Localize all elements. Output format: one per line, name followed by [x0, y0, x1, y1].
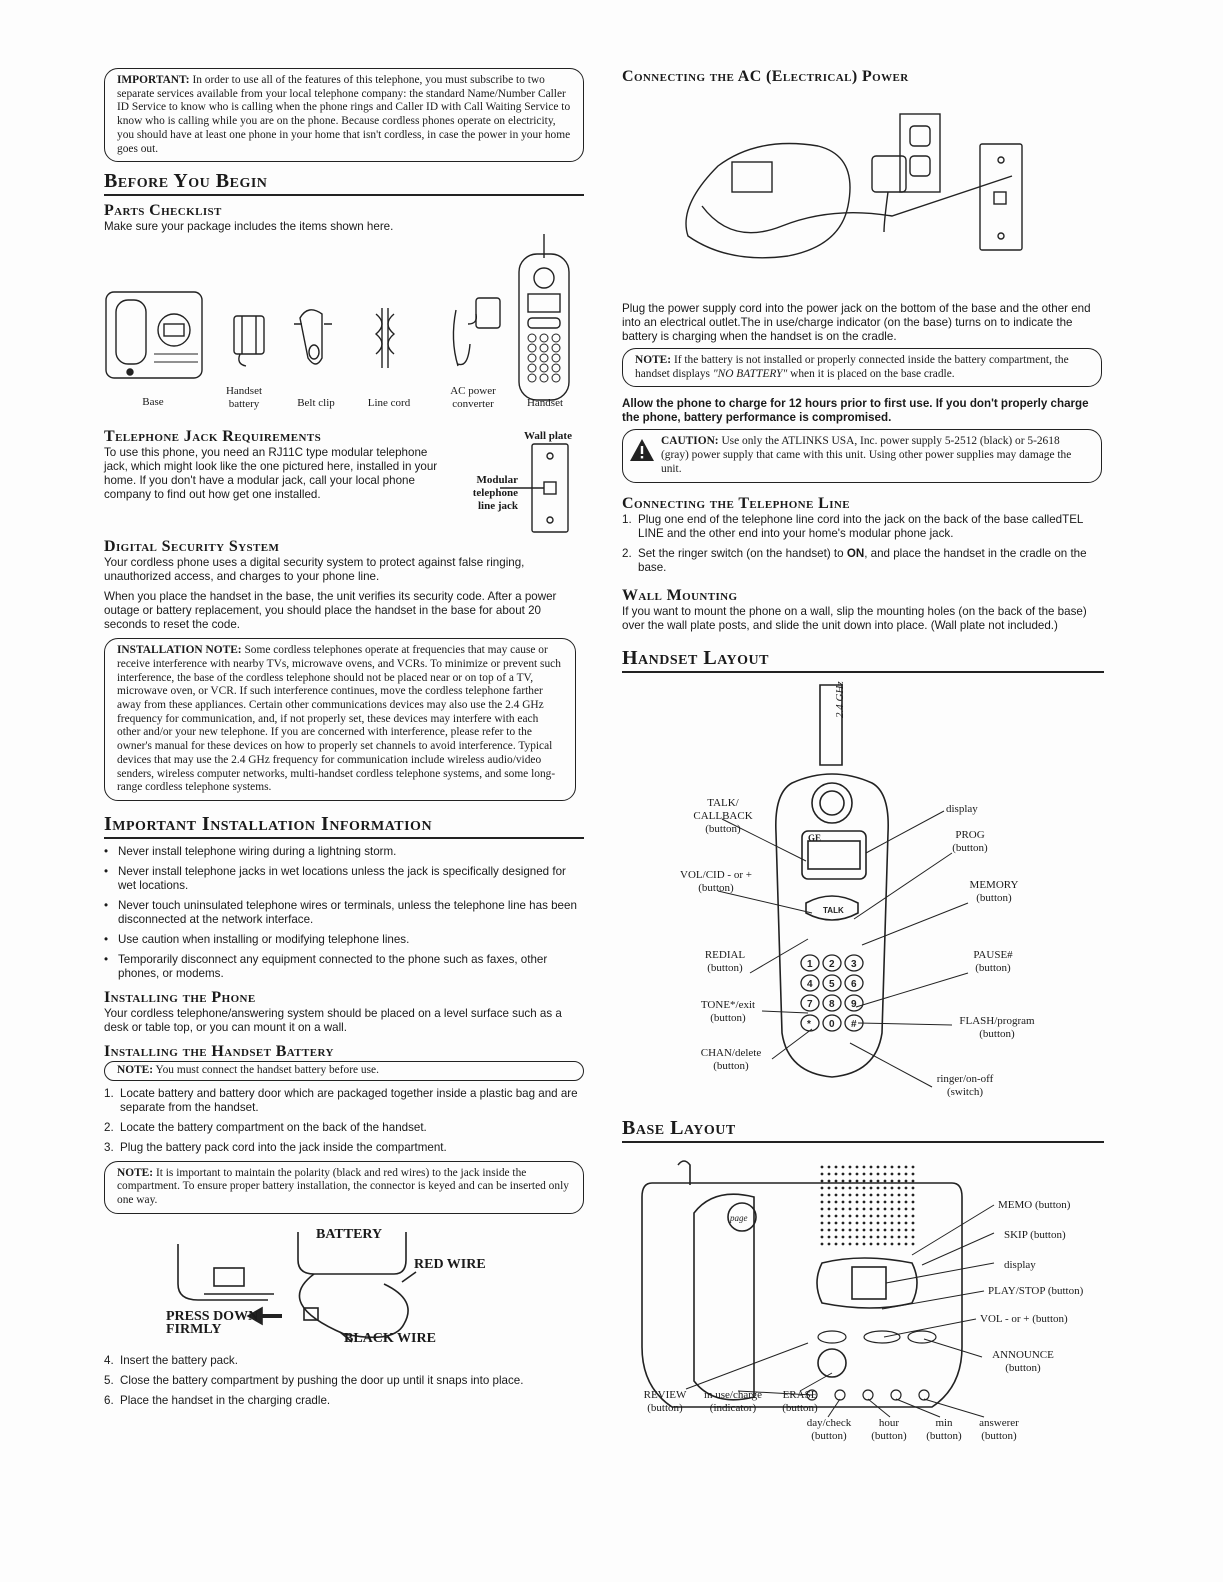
battery-steps-b — [104, 1354, 584, 1408]
label-hour: hour (button) — [871, 1416, 907, 1442]
label-flash: FLASH/program (button) — [959, 1014, 1035, 1040]
speaker-dot — [863, 1207, 866, 1210]
speaker-dot — [912, 1242, 915, 1245]
speaker-dot — [870, 1165, 873, 1168]
polarity-note-text: It is important to maintain the polarity (black and red wires) to the jack inside the compartment. To ensure proper battery installation, the connector is keyed and can be inserted only one way. — [117, 1166, 569, 1207]
belt-clip-drawing — [294, 310, 332, 364]
security-heading: Digital Security System — [104, 538, 280, 556]
speaker-dot — [821, 1179, 824, 1182]
list-item: • Never install telephone jacks in wet locations unless the jack is specifically designed for wet locations. — [104, 865, 584, 893]
speaker-dot — [877, 1214, 880, 1217]
ac-note-italic: "NO BATTERY" — [712, 367, 788, 380]
label-answerer: answerer (button) — [979, 1416, 1019, 1442]
speaker-dot — [835, 1200, 838, 1203]
speaker-dot — [863, 1172, 866, 1175]
speaker-dot — [891, 1172, 894, 1175]
label-talk: TALK/ CALLBACK (button) — [693, 796, 753, 835]
talk-key-label: TALK — [823, 905, 844, 915]
label-erase: ERASE (button) — [782, 1388, 818, 1414]
ac-illustration — [672, 86, 1092, 286]
speaker-dot — [870, 1242, 873, 1245]
speaker-dot — [912, 1214, 915, 1217]
speaker-dot — [891, 1165, 894, 1168]
speaker-dot — [863, 1228, 866, 1231]
speaker-dot — [842, 1242, 845, 1245]
speaker-dot — [891, 1200, 894, 1203]
speaker-dot — [877, 1221, 880, 1224]
telephone-line-steps — [622, 513, 1104, 575]
speaker-dot — [877, 1228, 880, 1231]
speaker-dot — [877, 1207, 880, 1210]
right-column — [622, 68, 1104, 1473]
speaker-dot — [884, 1193, 887, 1196]
battery-heading: Installing the Handset Battery — [104, 1042, 334, 1060]
speaker-dot — [842, 1193, 845, 1196]
speaker-dot — [877, 1242, 880, 1245]
keypad-key-label: * — [807, 1018, 811, 1030]
security-p1: Your cordless phone uses a digital security system to protect against false ringing, unauthorized access, and charges to your phone line. — [104, 556, 525, 584]
handset-drawing — [519, 234, 569, 400]
label-review: REVIEW (button) — [643, 1388, 687, 1414]
ac-power-heading: Connecting the AC (Electrical) Power — [622, 68, 909, 85]
speaker-dot — [891, 1221, 894, 1224]
speaker-dot — [891, 1193, 894, 1196]
speaker-dot — [856, 1193, 859, 1196]
jack-section — [104, 428, 584, 532]
battery-note-text: You must connect the handset battery before use. — [155, 1063, 379, 1076]
speaker-dot — [905, 1186, 908, 1189]
important-box — [104, 68, 584, 162]
speaker-dot — [877, 1235, 880, 1238]
speaker-dot — [884, 1214, 887, 1217]
base-layout-figure — [622, 1143, 1104, 1473]
speaker-dot — [870, 1207, 873, 1210]
speaker-dot — [905, 1200, 908, 1203]
part-label-base: Base — [142, 396, 164, 409]
speaker-dot — [905, 1235, 908, 1238]
speaker-dot — [828, 1200, 831, 1203]
list-item: 4. Insert the battery pack. — [104, 1353, 238, 1367]
speaker-dot — [821, 1172, 824, 1175]
speaker-dot — [835, 1214, 838, 1217]
list-item: 5. Close the battery compartment by pushing the door up until it snaps into place. — [104, 1373, 524, 1387]
installing-phone-heading: Installing the Phone — [104, 988, 256, 1006]
speaker-dot — [891, 1186, 894, 1189]
list-item: • Use caution when installing or modifying telephone lines. — [104, 933, 584, 947]
speaker-dot — [835, 1235, 838, 1238]
ac-converter-drawing — [453, 298, 500, 366]
speaker-dot — [898, 1207, 901, 1210]
speaker-dot — [877, 1193, 880, 1196]
speaker-dot — [870, 1200, 873, 1203]
list-item: • Never touch uninsulated telephone wires or terminals, unless the telephone line has been disconnected at the network interface. — [104, 899, 584, 927]
battery-steps-a — [104, 1087, 584, 1155]
speaker-dot — [898, 1179, 901, 1182]
battery-fig-label: BATTERY — [316, 1226, 383, 1242]
speaker-dot — [870, 1235, 873, 1238]
label-ringer: ringer/on-off (switch) — [936, 1072, 994, 1098]
keypad-key-label: 5 — [829, 978, 835, 990]
security-p2: When you place the handset in the base, the unit verifies its security code. After a power outage or battery replacement, you should place the handset in the base for about 20 seconds to reset the code. — [104, 590, 557, 632]
speaker-dot — [877, 1200, 880, 1203]
battery-note-label: NOTE: — [117, 1063, 154, 1076]
speaker-dot — [856, 1221, 859, 1224]
speaker-dot — [912, 1165, 915, 1168]
list-item: 6. Place the handset in the charging cradle. — [104, 1393, 331, 1407]
important-text: In order to use all of the features of this telephone, you must subscribe to two separate services available from your local telephone company: the standard Name/Number Caller ID Service to know who is calling when the phone rings and Caller ID with Call Waiting Service to know who is calling while you are on the phone. Because cordless phones operate on electricity, you should have at least one phone in your home that isn't cordless, in case the power in your home goes out. — [117, 74, 571, 155]
speaker-dot — [884, 1172, 887, 1175]
base-layout-illustration — [622, 1143, 1104, 1473]
speaker-dot — [828, 1214, 831, 1217]
base-layout-heading: Base Layout — [622, 1117, 1104, 1143]
speaker-dot — [905, 1193, 908, 1196]
list-item: 3. Plug the battery pack cord into the jack inside the compartment. — [104, 1140, 447, 1154]
parts-illustration — [104, 234, 584, 420]
speaker-dot — [828, 1221, 831, 1224]
label-in-use: in use/charge (indicator) — [703, 1388, 763, 1414]
speaker-dot — [898, 1235, 901, 1238]
list-item: 2. Locate the battery compartment on the back of the handset. — [104, 1120, 427, 1134]
speaker-dot — [898, 1165, 901, 1168]
label-chan: CHAN/delete (button) — [700, 1046, 762, 1072]
speaker-dot — [828, 1207, 831, 1210]
speaker-dot — [849, 1221, 852, 1224]
ac-figure — [622, 86, 1104, 286]
speaker-dot — [835, 1179, 838, 1182]
ac-text: Plug the power supply cord into the power jack on the bottom of the base and the other end into an electrical outlet.The in use/charge indicator (on the base) turns on to indicate the battery is charging when the handset is on the cradle. — [622, 302, 1091, 343]
list-item: • Temporarily disconnect any equipment connected to the phone such as faxes, other phones, or modems. — [104, 953, 584, 981]
speaker-dot — [828, 1235, 831, 1238]
speaker-dot — [842, 1179, 845, 1182]
speaker-dot — [849, 1235, 852, 1238]
ac-bold-text: Allow the phone to charge for 12 hours prior to first use. If you don't properly charge the phone, battery performance is compromised. — [622, 397, 1089, 425]
speaker-dot — [863, 1200, 866, 1203]
speaker-dot — [849, 1214, 852, 1217]
label-vol-cid: VOL/CID - or + (button) — [680, 868, 752, 894]
speaker-dot — [898, 1214, 901, 1217]
speaker-dot — [891, 1228, 894, 1231]
speaker-dot — [891, 1207, 894, 1210]
installation-note-label: INSTALLATION NOTE: — [117, 644, 242, 657]
battery-figure — [104, 1214, 584, 1354]
band-label: 2.4 GHz — [834, 680, 846, 718]
speaker-dot — [849, 1228, 852, 1231]
speaker-dot — [849, 1200, 852, 1203]
speaker-dot — [821, 1221, 824, 1224]
speaker-dot — [863, 1235, 866, 1238]
keypad-key-label: 0 — [829, 1018, 835, 1030]
speaker-dot — [912, 1207, 915, 1210]
speaker-dot — [891, 1235, 894, 1238]
list-item: 2. Set the ringer switch (on the handset) to ON, and place the handset in the cradle on the base. — [622, 546, 1087, 574]
speaker-dot — [828, 1242, 831, 1245]
speaker-dot — [821, 1214, 824, 1217]
speaker-dot — [849, 1207, 852, 1210]
keypad-key-label: 8 — [829, 998, 835, 1010]
part-label-line-cord: Line cord — [367, 397, 411, 410]
caution-box — [622, 429, 1102, 482]
speaker-dot — [898, 1193, 901, 1196]
speaker-dot — [849, 1193, 852, 1196]
handset-layout-figure — [622, 673, 1104, 1113]
speaker-dot — [856, 1186, 859, 1189]
speaker-dot — [856, 1228, 859, 1231]
label-tone: TONE*/exit (button) — [700, 998, 756, 1024]
speaker-dot — [863, 1186, 866, 1189]
speaker-dot — [835, 1221, 838, 1224]
label-display: display — [946, 802, 978, 815]
speaker-dot — [863, 1214, 866, 1217]
installation-note-text: Some cordless telephones operate at frequencies that may cause or receive interference with nearby TVs, microwave ovens, and VCRs. To minimize or prevent such interference, the base of the cordless telephone should not be placed near or on top of a TV, microwave oven, or VCR. If such interference continues, move the cordless telephone farther away from these appliances. Certain other communications devices may also use the 2.4 GHz frequency for communication, and, if not properly set, these devices may interfere with each other and/or your new telephone. If you are concerned with interference, please refer to the owner's manual for these devices on how to properly set channels to avoid interference. Typical devices that may use the 2.4 GHz frequency for communication include wireless audio/video senders, wireless computer networks, multi-handset cordless telephone systems, and some long-range cordless telephone systems. — [117, 644, 561, 794]
speaker-dot — [870, 1172, 873, 1175]
speaker-dot — [828, 1179, 831, 1182]
speaker-dot — [905, 1172, 908, 1175]
speaker-dot — [891, 1242, 894, 1245]
speaker-dot — [835, 1172, 838, 1175]
speaker-dot — [842, 1172, 845, 1175]
speaker-dot — [821, 1235, 824, 1238]
speaker-dot — [870, 1214, 873, 1217]
speaker-dot — [856, 1242, 859, 1245]
list-item: 1. Plug one end of the telephone line cord into the jack on the back of the base calledTEL LINE and the other end into your home's modular phone jack. — [622, 512, 1083, 540]
keypad-key-label: 1 — [807, 958, 813, 970]
keypad-key-label: 2 — [829, 958, 835, 970]
speaker-dot — [821, 1228, 824, 1231]
ac-note-text-a: If the battery is not installed or properly connected inside the battery compartment, the handset displays — [635, 354, 1069, 380]
label-base-display: display — [1004, 1258, 1036, 1271]
speaker-dot — [863, 1221, 866, 1224]
speaker-dot — [835, 1165, 838, 1168]
speaker-dot — [877, 1172, 880, 1175]
keypad-key-label: 9 — [851, 998, 857, 1010]
speaker-dot — [856, 1172, 859, 1175]
left-column — [104, 68, 584, 1414]
caution-label: CAUTION: — [661, 435, 719, 448]
speaker-dot — [884, 1165, 887, 1168]
press-down-label: PRESS DOWN FIRMLY — [166, 1308, 259, 1337]
speaker-dot — [905, 1228, 908, 1231]
important-installation-list — [104, 845, 584, 981]
label-pause: PAUSE# (button) — [973, 948, 1013, 974]
parts-figure — [104, 234, 584, 420]
speaker-dot — [870, 1179, 873, 1182]
wall-plate-drawing — [522, 444, 582, 534]
speaker-dot — [835, 1242, 838, 1245]
speaker-dot — [821, 1242, 824, 1245]
speaker-dot — [863, 1165, 866, 1168]
speaker-dot — [821, 1165, 824, 1168]
wall-plate-label: Wall plate — [524, 430, 572, 443]
important-installation-heading: Important Installation Information — [104, 813, 584, 839]
speaker-dot — [835, 1228, 838, 1231]
speaker-dot — [870, 1228, 873, 1231]
speaker-dot — [912, 1186, 915, 1189]
battery-drawing — [234, 316, 264, 366]
speaker-dot — [884, 1221, 887, 1224]
speaker-dot — [835, 1193, 838, 1196]
speaker-dot — [884, 1235, 887, 1238]
label-memory: MEMORY (button) — [969, 878, 1019, 904]
speaker-dot — [912, 1200, 915, 1203]
speaker-dot — [842, 1165, 845, 1168]
speaker-dot — [905, 1207, 908, 1210]
speaker-dot — [870, 1193, 873, 1196]
speaker-dot — [856, 1207, 859, 1210]
caution-text: Use only the ATLINKS USA, Inc. power supply 5-2512 (black) or 5-2618 (gray) power supply that came with this unit. Using other power supplies may damage the unit. — [661, 435, 1072, 475]
jack-heading: Telephone Jack Requirements — [104, 428, 322, 446]
handset-layout-heading: Handset Layout — [622, 647, 1104, 673]
part-label-handset: Handset — [526, 397, 564, 410]
label-prog: PROG (button) — [952, 828, 988, 854]
speaker-dot — [912, 1228, 915, 1231]
list-item: 1. Locate battery and battery door which are packaged together inside a plastic bag and are separate from the handset. — [104, 1086, 578, 1114]
battery-illustration — [164, 1224, 504, 1364]
label-memo: MEMO (button) — [998, 1198, 1071, 1211]
speaker-dot — [849, 1179, 852, 1182]
speaker-dot — [884, 1186, 887, 1189]
speaker-dot — [821, 1200, 824, 1203]
parts-checklist-heading: Parts Checklist — [104, 202, 222, 220]
speaker-dot — [912, 1172, 915, 1175]
speaker-dot — [891, 1179, 894, 1182]
black-wire-label: BLACK WIRE — [344, 1330, 436, 1346]
speaker-dot — [821, 1207, 824, 1210]
speaker-dot — [842, 1186, 845, 1189]
label-base-vol: VOL - or + (button) — [980, 1312, 1068, 1325]
speaker-dot — [905, 1221, 908, 1224]
speaker-dot — [912, 1235, 915, 1238]
important-label: IMPORTANT: — [117, 74, 190, 86]
speaker-dot — [877, 1186, 880, 1189]
label-redial: REDIAL (button) — [704, 948, 746, 974]
jack-text: To use this phone, you need an RJ11C type modular telephone jack, which might look like the one pictured here, installed in your home. If you don't have a modular jack, call your local phone company to find out how get one installed. — [104, 446, 438, 502]
speaker-dot — [884, 1200, 887, 1203]
speaker-dot — [877, 1165, 880, 1168]
speaker-dot — [898, 1228, 901, 1231]
modular-jack-label: Modular telephone line jack — [472, 474, 518, 513]
speaker-dot — [842, 1207, 845, 1210]
speaker-dot — [828, 1193, 831, 1196]
speaker-dot — [912, 1179, 915, 1182]
speaker-dot — [849, 1242, 852, 1245]
speaker-dot — [835, 1186, 838, 1189]
keypad-key-label: 7 — [807, 998, 813, 1010]
speaker-dot — [905, 1242, 908, 1245]
speaker-dot — [905, 1214, 908, 1217]
speaker-dot — [856, 1214, 859, 1217]
ac-note-text-b: when it is placed on the base cradle. — [787, 367, 955, 380]
label-play-stop: PLAY/STOP (button) — [988, 1284, 1084, 1297]
line-cord-drawing — [376, 308, 394, 368]
base-drawing — [106, 292, 202, 378]
speaker-dot — [842, 1221, 845, 1224]
speaker-dot — [870, 1221, 873, 1224]
label-day-check: day/check (button) — [806, 1416, 852, 1442]
polarity-note-box — [104, 1161, 584, 1214]
speaker-dot — [877, 1179, 880, 1182]
speaker-dot — [849, 1186, 852, 1189]
speaker-dot — [905, 1165, 908, 1168]
speaker-dot — [898, 1221, 901, 1224]
warning-icon — [629, 438, 655, 462]
speaker-dot — [891, 1214, 894, 1217]
speaker-dot — [884, 1228, 887, 1231]
speaker-dot — [849, 1172, 852, 1175]
keypad-key-label: 6 — [851, 978, 857, 990]
speaker-dot — [842, 1200, 845, 1203]
speaker-dot — [912, 1221, 915, 1224]
speaker-dot — [849, 1165, 852, 1168]
speaker-dot — [863, 1179, 866, 1182]
label-announce: ANNOUNCE (button) — [992, 1348, 1054, 1374]
speaker-dot — [828, 1228, 831, 1231]
speaker-dot — [898, 1172, 901, 1175]
speaker-dot — [884, 1207, 887, 1210]
speaker-dot — [828, 1186, 831, 1189]
polarity-note-label: NOTE: — [117, 1166, 154, 1179]
ge-logo: GE — [808, 832, 822, 843]
speaker-dot — [842, 1235, 845, 1238]
speaker-dot — [870, 1186, 873, 1189]
ac-note-box — [622, 348, 1102, 387]
keypad-key-label: 4 — [807, 978, 813, 990]
part-label-battery: Handset battery — [225, 385, 263, 411]
before-you-begin-heading: Before You Begin — [104, 170, 584, 196]
keypad-key-label: # — [851, 1018, 857, 1030]
speaker-dot — [821, 1193, 824, 1196]
speaker-dot — [884, 1242, 887, 1245]
speaker-dot — [912, 1193, 915, 1196]
speaker-dot — [828, 1165, 831, 1168]
speaker-dot — [898, 1186, 901, 1189]
speaker-dot — [898, 1242, 901, 1245]
speaker-dot — [884, 1179, 887, 1182]
keypad — [801, 955, 863, 1031]
speaker-dot — [842, 1214, 845, 1217]
ac-note-label: NOTE: — [635, 354, 672, 366]
speaker-dot — [856, 1179, 859, 1182]
wall-mounting-text: If you want to mount the phone on a wall, slip the mounting holes (on the back of the base) over the wall plate posts, and slide the unit down into place. (Wall plate not included.) — [622, 604, 1087, 632]
battery-note-box — [104, 1061, 584, 1081]
speaker-dot — [898, 1200, 901, 1203]
list-item: • Never install telephone wiring during a lightning storm. — [104, 845, 584, 859]
telephone-line-heading: Connecting the Telephone Line — [622, 494, 850, 512]
speaker-dot — [842, 1228, 845, 1231]
speaker-dot — [821, 1186, 824, 1189]
speaker-dot — [856, 1200, 859, 1203]
label-skip: SKIP (button) — [1004, 1228, 1066, 1241]
speaker-dot — [863, 1193, 866, 1196]
installation-note-box — [104, 638, 576, 801]
speaker-dot — [828, 1172, 831, 1175]
speaker-dot — [905, 1179, 908, 1182]
parts-checklist-text: Make sure your package includes the items shown here. — [104, 220, 394, 234]
speaker-dot — [856, 1235, 859, 1238]
speaker-dot — [835, 1207, 838, 1210]
speaker-dot — [856, 1165, 859, 1168]
part-label-belt-clip: Belt clip — [297, 397, 335, 410]
keypad-key-label: 3 — [851, 958, 857, 970]
part-label-ac-converter: AC power converter — [450, 385, 496, 411]
speaker-dot — [863, 1242, 866, 1245]
label-min: min (button) — [926, 1416, 962, 1442]
page-key-label: page — [730, 1212, 748, 1223]
red-wire-label: RED WIRE — [414, 1256, 486, 1272]
wall-mounting-heading: Wall Mounting — [622, 586, 738, 604]
installing-phone-text: Your cordless telephone/answering system should be placed on a level surface such as a desk or table top, or you can mount it on a wall. — [104, 1006, 562, 1034]
